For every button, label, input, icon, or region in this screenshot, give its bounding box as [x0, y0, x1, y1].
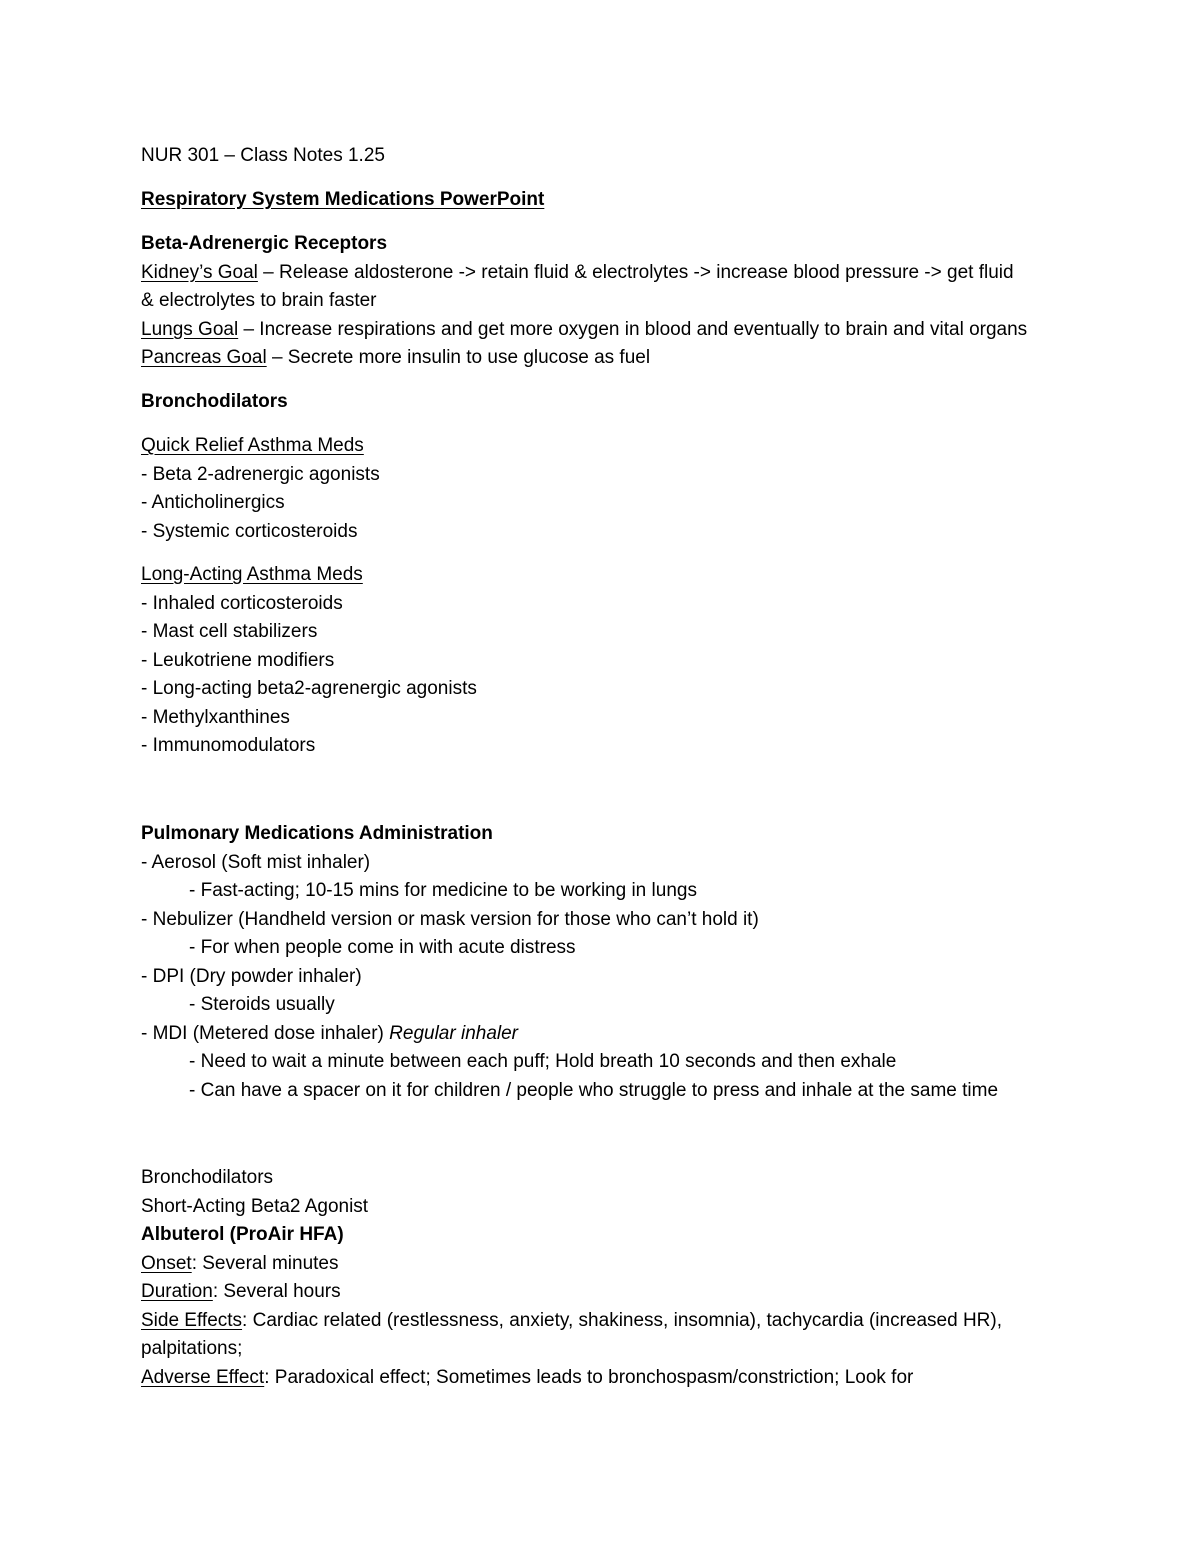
pancreas-goal-text: – Secrete more insulin to use glucose as fuel [266, 347, 651, 368]
list-item: - Methylxanthines [141, 707, 290, 728]
mdi-subitem-1: - Need to wait a minute between each puff; Hold breath 10 seconds and then exhale [189, 1051, 897, 1072]
nebulizer-item: - Nebulizer (Handheld version or mask version for those who can’t hold it) [141, 909, 759, 930]
list-item: - Long-acting beta2-agrenergic agonists [141, 678, 477, 699]
dpi-item: - DPI (Dry powder inhaler) [141, 966, 362, 987]
onset-label: Onset [141, 1253, 192, 1274]
bronchodilators-heading: Bronchodilators [141, 391, 288, 412]
doc-title: NUR 301 – Class Notes 1.25 [141, 145, 385, 166]
dpi-subitem: - Steroids usually [189, 994, 335, 1015]
list-item: - Immunomodulators [141, 735, 316, 756]
kidney-goal-label: Kidney’s Goal [141, 262, 258, 283]
beta-receptors-heading: Beta-Adrenergic Receptors [141, 233, 388, 254]
adverse-effect-text: : Paradoxical effect; Sometimes leads to bronchospasm/constriction; Look for [264, 1367, 914, 1388]
albuterol-drug-name: Albuterol (ProAir HFA) [141, 1224, 344, 1245]
lungs-goal-text: – Increase respirations and get more oxygen in blood and eventually to brain and vital organs [238, 319, 1028, 340]
list-item: - Leukotriene modifiers [141, 650, 335, 671]
mdi-subitem-2: - Can have a spacer on it for children / people who struggle to press and inhale at the same time [189, 1080, 999, 1101]
kidney-goal-text: – Release aldosterone -> retain fluid & electrolytes -> increase blood pressure -> get fluid [257, 262, 1014, 283]
pulmonary-admin-heading: Pulmonary Medications Administration [141, 823, 493, 844]
quick-relief-heading: Quick Relief Asthma Meds [141, 435, 364, 456]
duration-text: : Several hours [212, 1281, 341, 1302]
side-effects-label: Side Effects [141, 1310, 243, 1331]
adverse-effect-label: Adverse Effect [141, 1367, 265, 1388]
albuterol-category: Bronchodilators [141, 1167, 274, 1188]
albuterol-subcategory: Short-Acting Beta2 Agonist [141, 1196, 369, 1217]
onset-line [141, 1250, 339, 1278]
lungs-goal-label: Lungs Goal [141, 319, 239, 340]
pancreas-goal-line [141, 344, 650, 372]
mdi-text: - MDI (Metered dose inhaler) [141, 1023, 390, 1044]
mdi-item [141, 1020, 518, 1048]
section-title: Respiratory System Medications PowerPoint [141, 189, 545, 210]
duration-label: Duration [141, 1281, 213, 1302]
mdi-italic-note: Regular inhaler [389, 1023, 519, 1044]
list-item: - Mast cell stabilizers [141, 621, 318, 642]
kidney-goal-line [141, 259, 1014, 287]
aerosol-subitem: - Fast-acting; 10-15 mins for medicine to be working in lungs [189, 880, 697, 901]
lungs-goal-line [141, 316, 1027, 344]
list-item: - Systemic corticosteroids [141, 521, 358, 542]
kidney-goal-continued: & electrolytes to brain faster [141, 290, 377, 311]
list-item: - Inhaled corticosteroids [141, 593, 343, 614]
list-item: - Anticholinergics [141, 492, 285, 513]
side-effects-line [141, 1307, 1002, 1335]
list-item: - Beta 2-adrenergic agonists [141, 464, 380, 485]
side-effects-continued: palpitations; [141, 1338, 243, 1359]
side-effects-text: : Cardiac related (restlessness, anxiety, shakiness, insomnia), tachycardia (increased HR), [242, 1310, 1003, 1331]
duration-line [141, 1278, 341, 1306]
long-acting-heading: Long-Acting Asthma Meds [141, 564, 363, 585]
adverse-effect-line [141, 1364, 913, 1392]
onset-text: : Several minutes [191, 1253, 339, 1274]
aerosol-item: - Aerosol (Soft mist inhaler) [141, 852, 371, 873]
pancreas-goal-label: Pancreas Goal [141, 347, 267, 368]
nebulizer-subitem: - For when people come in with acute distress [189, 937, 576, 958]
